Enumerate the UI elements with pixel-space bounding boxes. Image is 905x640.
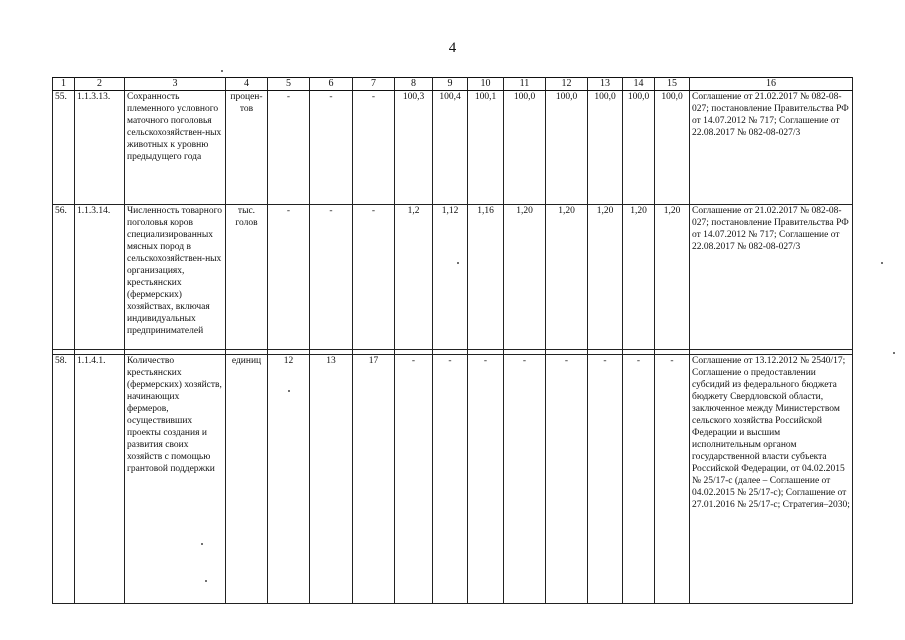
col-header: 13	[588, 78, 623, 91]
value-cell: 1,20	[588, 205, 623, 350]
value-cell: -	[268, 205, 310, 350]
value-cell: 100,4	[433, 91, 468, 205]
value-cell: 1,2	[395, 205, 433, 350]
legal-basis: Соглашение от 21.02.2017 № 082-08-027; постановление Правительства РФ от 14.07.2012 № 717; Соглашение от 22.08.2017 № 082-08-027/3	[690, 91, 853, 205]
value-cell: -	[504, 355, 546, 604]
col-header: 10	[468, 78, 504, 91]
value-cell: -	[353, 205, 395, 350]
value-cell: 1,20	[655, 205, 690, 350]
unit: единиц	[226, 355, 268, 604]
indicator-name: Сохранность племенного условного маточного поголовья сельскохозяйствен-ных животных к уровню предыдущего года	[125, 91, 226, 205]
column-number-row	[53, 78, 853, 91]
value-cell: -	[546, 355, 588, 604]
col-header: 14	[623, 78, 655, 91]
row-number: 55.	[53, 91, 75, 205]
row-code: 1.1.3.13.	[75, 91, 125, 205]
value-cell: -	[468, 355, 504, 604]
value-cell: 12	[268, 355, 310, 604]
value-cell: -	[623, 355, 655, 604]
legal-basis: Соглашение от 13.12.2012 № 2540/17; Соглашение о предоставлении субсидий из федерального бюджета бюджету Свердловской области, заключенное между Министерством сельского хозяйства Российской Федерации и высшим исполнительным органом государственной власти субъекта Российской Федерации, от 04.02.2015 № 25/17-с (далее – Соглашение от 04.02.2015 № 25/17-с); Соглашение от 27.01.2016 № 25/17-с; Стратегия–2030;	[690, 355, 853, 604]
col-header: 6	[310, 78, 353, 91]
value-cell: 100,3	[395, 91, 433, 205]
value-cell: -	[433, 355, 468, 604]
col-header: 11	[504, 78, 546, 91]
indicator-name: Количество крестьянских (фермерских) хозяйств, начинающих фермеров, осуществивших проекты создания и развития своих хозяйств с помощью грантовой поддержки	[125, 355, 226, 604]
value-cell: 100,1	[468, 91, 504, 205]
table-row	[53, 355, 853, 604]
value-cell: 17	[353, 355, 395, 604]
col-header: 12	[546, 78, 588, 91]
col-header: 15	[655, 78, 690, 91]
col-header: 8	[395, 78, 433, 91]
scan-speck	[881, 262, 883, 264]
table-row	[53, 205, 853, 350]
indicator-name: Численность товарного поголовья коров специализированных мясных пород в сельскохозяйствен-ных организациях, крестьянских (фермерских) хозяйствах, включая индивидуальных предпринимателей	[125, 205, 226, 350]
value-cell: -	[310, 205, 353, 350]
col-header: 9	[433, 78, 468, 91]
unit: тыс. голов	[226, 205, 268, 350]
col-header: 4	[226, 78, 268, 91]
scan-speck	[288, 390, 290, 392]
unit: процен-тов	[226, 91, 268, 205]
value-cell: -	[655, 355, 690, 604]
row-code: 1.1.3.14.	[75, 205, 125, 350]
row-code: 1.1.4.1.	[75, 355, 125, 604]
indicator-table	[52, 77, 853, 604]
value-cell: -	[588, 355, 623, 604]
value-cell: 1,20	[623, 205, 655, 350]
value-cell: 100,0	[655, 91, 690, 205]
scan-speck	[201, 543, 203, 545]
scan-speck	[205, 580, 207, 582]
legal-basis: Соглашение от 21.02.2017 № 082-08-027; постановление Правительства РФ от 14.07.2012 № 717; Соглашение от 22.08.2017 № 082-08-027/3	[690, 205, 853, 350]
col-header: 3	[125, 78, 226, 91]
value-cell: 100,0	[504, 91, 546, 205]
table-row	[53, 91, 853, 205]
value-cell: -	[395, 355, 433, 604]
value-cell: -	[268, 91, 310, 205]
value-cell: 1,20	[546, 205, 588, 350]
value-cell: -	[353, 91, 395, 205]
value-cell: 100,0	[546, 91, 588, 205]
col-header: 2	[75, 78, 125, 91]
value-cell: 1,12	[433, 205, 468, 350]
col-header: 7	[353, 78, 395, 91]
scan-speck	[221, 70, 223, 72]
row-number: 58.	[53, 355, 75, 604]
value-cell: 1,16	[468, 205, 504, 350]
col-header: 1	[53, 78, 75, 91]
scan-speck	[457, 262, 459, 264]
value-cell: -	[310, 91, 353, 205]
value-cell: 100,0	[623, 91, 655, 205]
value-cell: 13	[310, 355, 353, 604]
page-number: 4	[448, 40, 457, 56]
scan-speck	[893, 352, 895, 354]
col-header: 5	[268, 78, 310, 91]
value-cell: 100,0	[588, 91, 623, 205]
col-header: 16	[690, 78, 853, 91]
row-number: 56.	[53, 205, 75, 350]
value-cell: 1,20	[504, 205, 546, 350]
